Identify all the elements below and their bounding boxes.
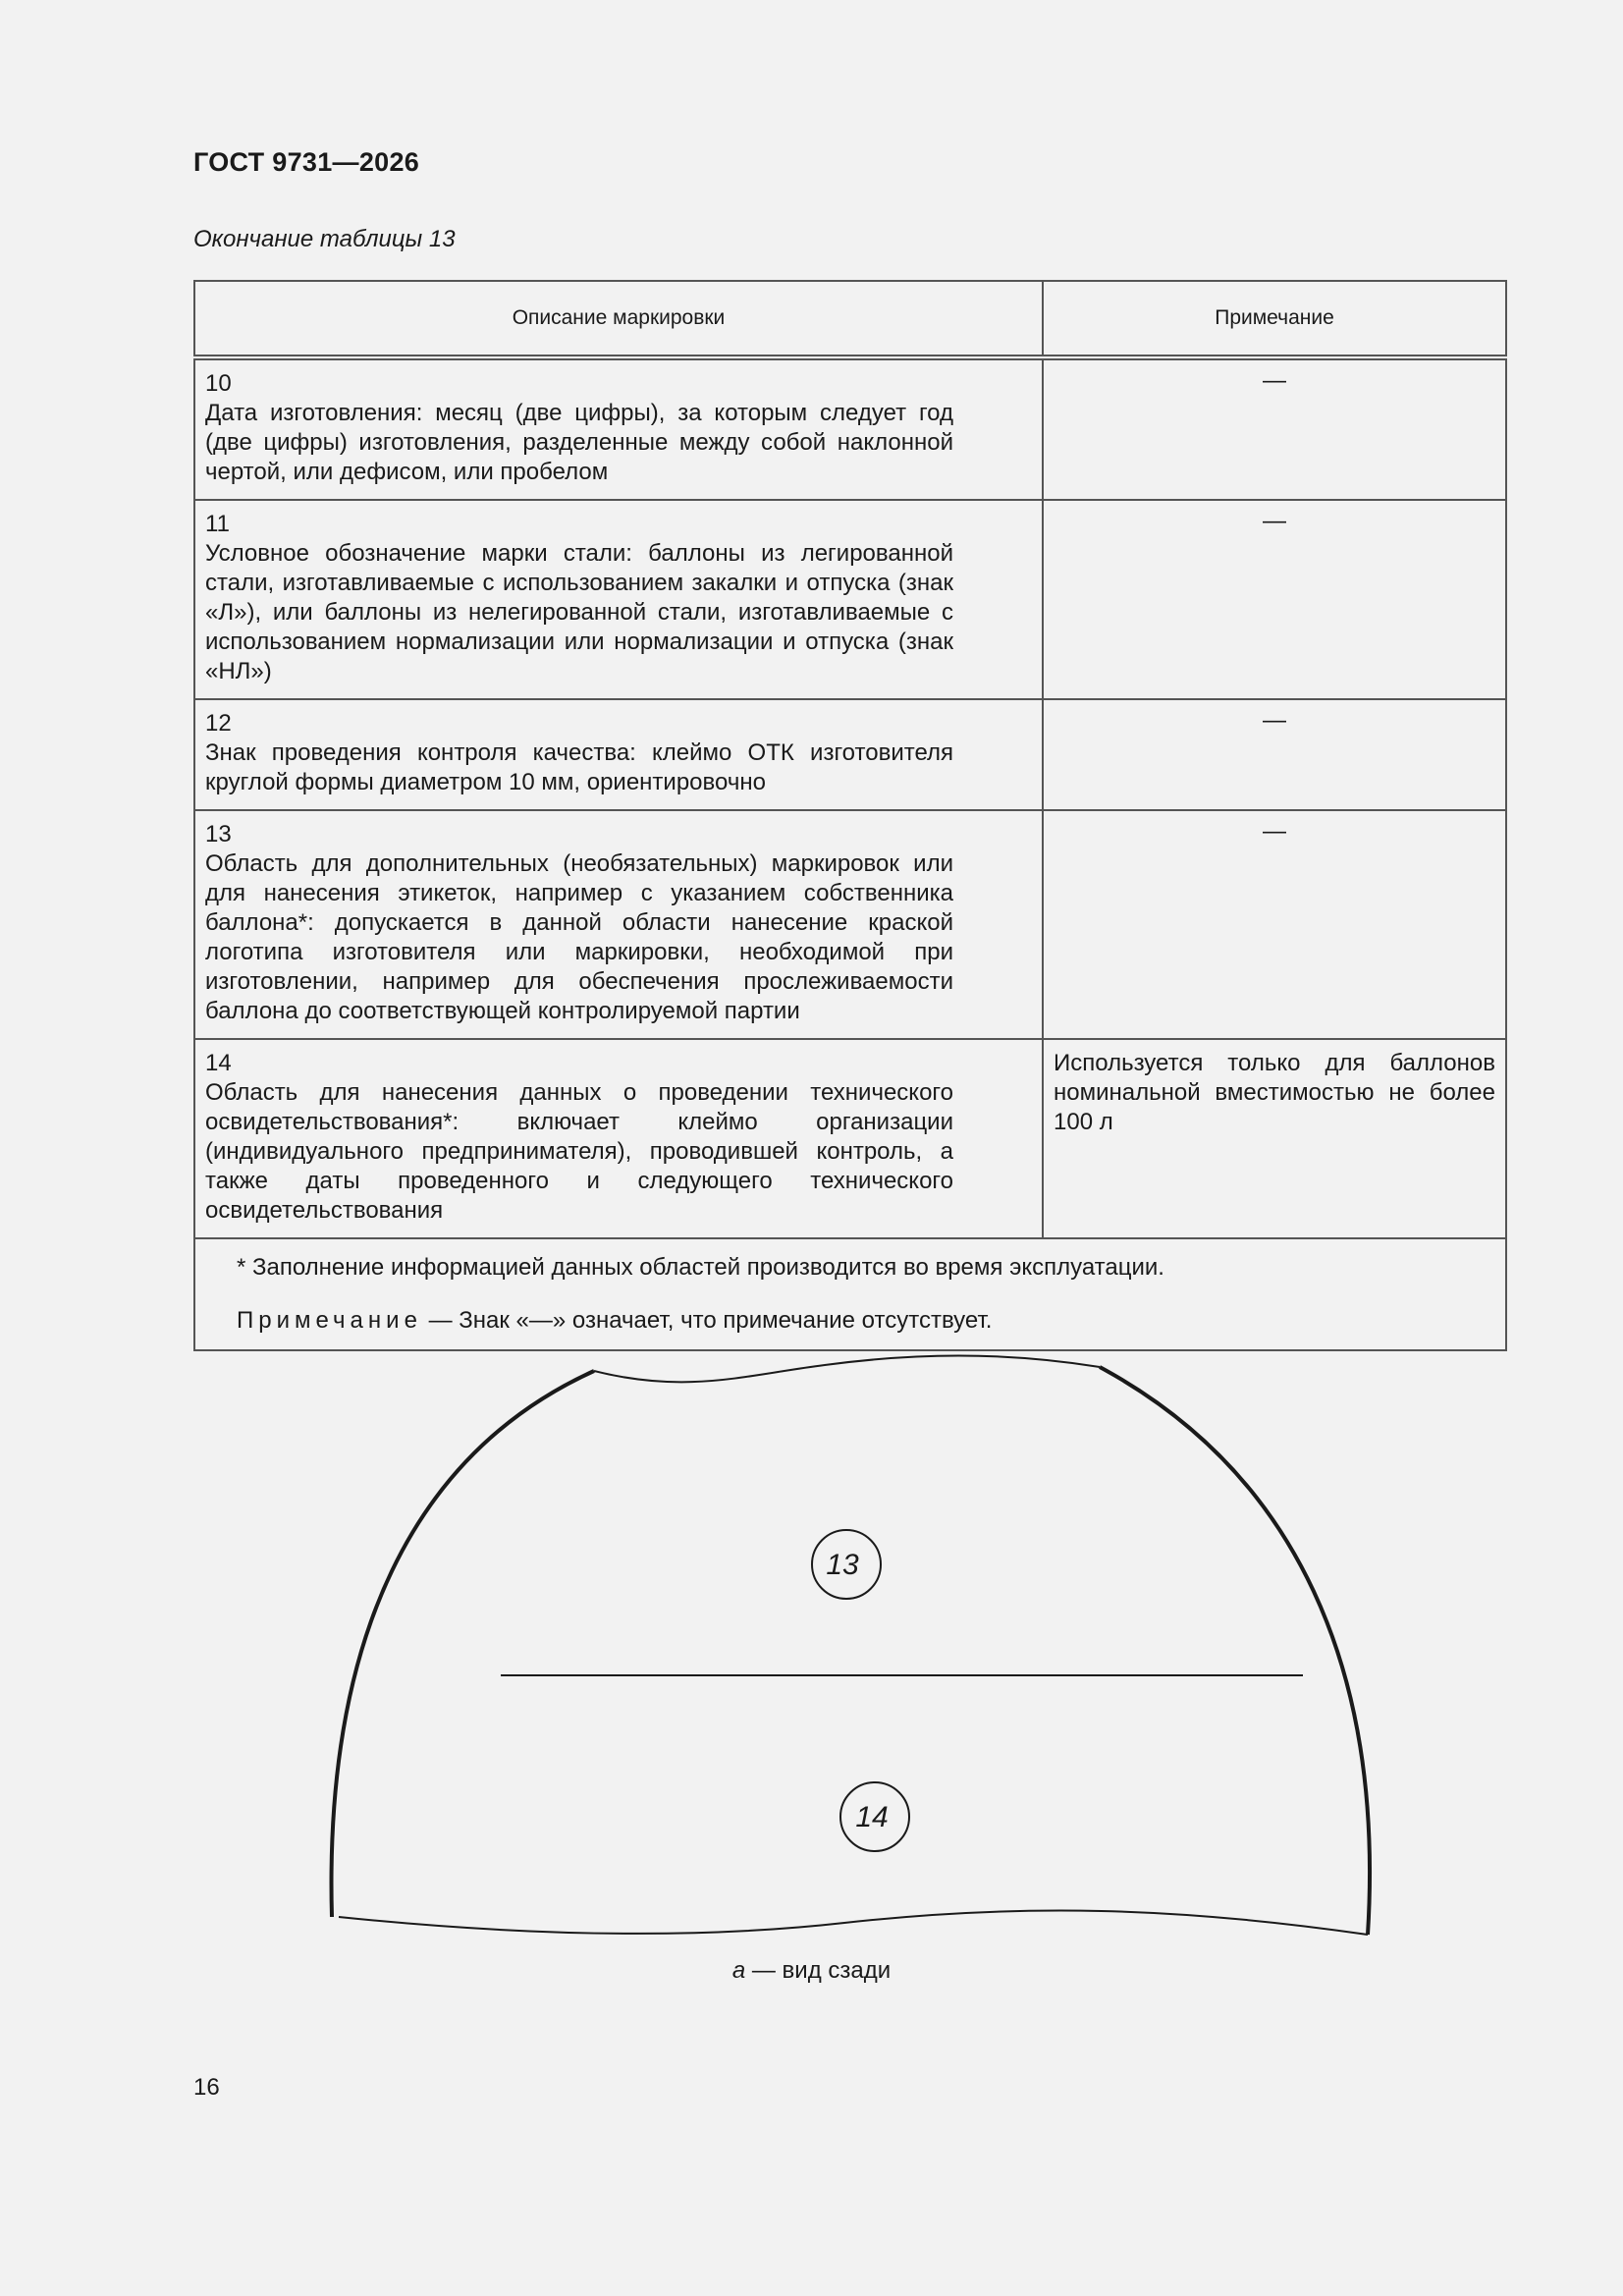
description-cell	[194, 699, 1043, 810]
figure-caption	[0, 1957, 1623, 1985]
column-header-description: Описание маркировки	[194, 281, 1043, 357]
row-description: Дата изготовления: месяц (две цифры), за которым следует год (две цифры) изготовления, разделенные между собой наклонной чертой, или дефисом, или пробелом	[205, 400, 953, 485]
marker-label-14: 14	[855, 1801, 889, 1833]
note-cell: Используется только для баллонов номинальной вместимостью не более 100 л	[1043, 1039, 1506, 1238]
footnote: * Заполнение информацией данных областей производится во время эксплуатации.	[237, 1254, 1164, 1281]
row-description: Знак проведения контроля качества: клеймо ОТК изготовителя круглой формы диаметром 10 мм, ориентировочно	[205, 739, 953, 795]
cylinder-rear-view-figure	[0, 1316, 1623, 2003]
table-row	[194, 1039, 1506, 1238]
table-row	[194, 699, 1506, 810]
marking-table	[193, 280, 1507, 1351]
row-number: 14	[205, 1050, 232, 1076]
note-cell: —	[1043, 810, 1506, 1039]
description-cell	[194, 1039, 1043, 1238]
row-number: 13	[205, 821, 232, 847]
description-cell	[194, 500, 1043, 699]
table-row	[194, 810, 1506, 1039]
description-cell	[194, 357, 1043, 500]
document-header: ГОСТ 9731—2026	[193, 147, 420, 177]
column-header-note: Примечание	[1043, 281, 1506, 357]
row-number: 12	[205, 710, 232, 737]
table-header-row	[194, 281, 1506, 357]
note-cell: —	[1043, 357, 1506, 500]
figure-caption-letter: а	[731, 1957, 746, 1984]
marker-label-13: 13	[826, 1549, 859, 1581]
row-number: 10	[205, 370, 232, 397]
cylinder-top-break-line	[594, 1356, 1100, 1383]
table-row	[194, 500, 1506, 699]
table-row	[194, 357, 1506, 500]
note-cell: —	[1043, 500, 1506, 699]
note-cell: —	[1043, 699, 1506, 810]
row-description: Условное обозначение марки стали: баллоны из легированной стали, изготавливаемые с использованием закалки и отпуска (знак «Л»), или баллоны из нелегированной стали, изготавливаемые с использованием нормализации или нормализации и отпуска (знак «НЛ»)	[205, 540, 953, 684]
figure-caption-text: — вид сзади	[745, 1957, 892, 1984]
note-label: Примечание	[237, 1307, 422, 1334]
page-number: 16	[193, 2074, 220, 2101]
row-description: Область для нанесения данных о проведении технического освидетельствования*: включает клеймо организации (индивидуального предпринимателя), проводившей контроль, а также даты проведенного и следующего технического освидетельствования	[205, 1079, 953, 1224]
cylinder-bottom-break-line	[339, 1911, 1368, 1936]
cylinder-outline-right	[1100, 1367, 1370, 1935]
note-text: — Знак «—» означает, что примечание отсутствует.	[421, 1307, 993, 1334]
description-cell	[194, 810, 1043, 1039]
table-caption: Окончание таблицы 13	[193, 226, 456, 252]
row-number: 11	[205, 511, 230, 537]
cylinder-outline-left	[332, 1371, 594, 1917]
row-description: Область для дополнительных (необязательных) маркировок или для нанесения этикеток, например с указанием собственника баллона*: допускается в данной области нанесение краской логотипа изготовителя или маркировки, необходимой при изготовлении, например для обеспечения прослеживаемости баллона до соответствующей контролируемой партии	[205, 850, 953, 1024]
